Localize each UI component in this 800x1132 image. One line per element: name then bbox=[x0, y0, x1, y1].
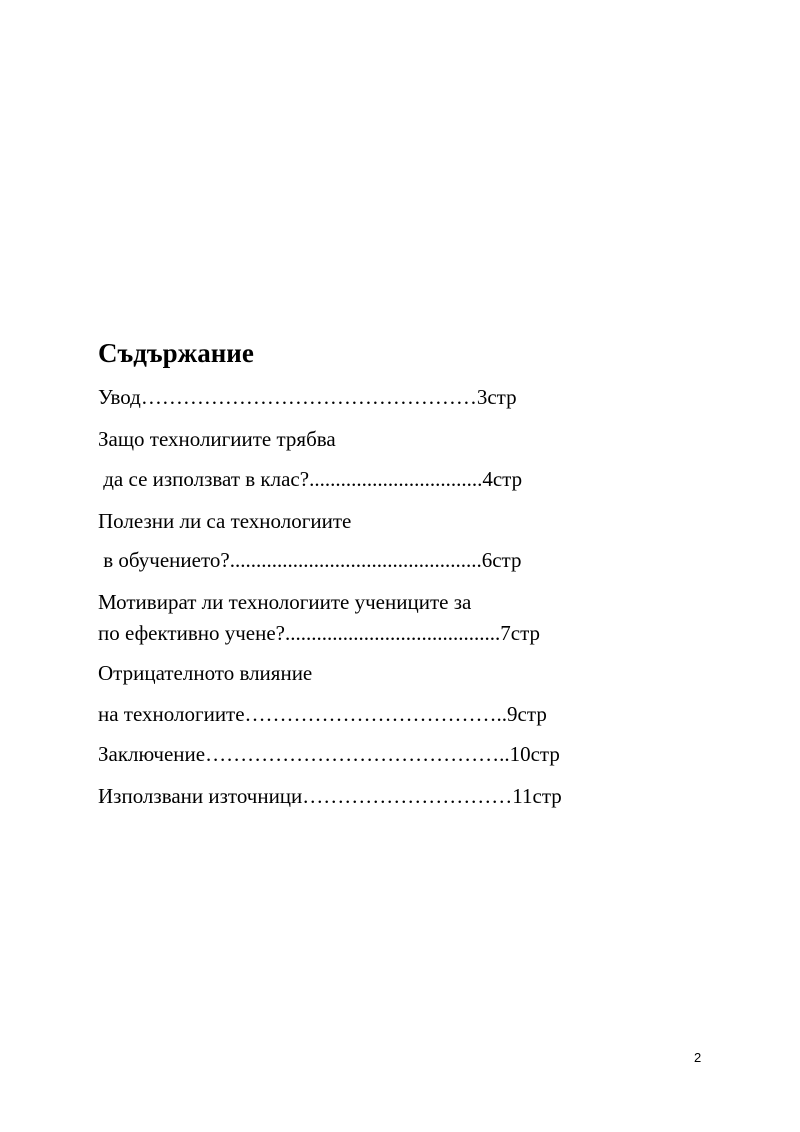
toc-entry-useful-technologies-line-1: Полезни ли са технологиите bbox=[98, 509, 352, 533]
toc-entry-conclusion: Заключение……………………………………..10стр bbox=[98, 742, 560, 766]
toc-entry-motivation-line-1: Мотивират ли технологиите учениците за bbox=[98, 590, 472, 614]
toc-entry-useful-technologies-line-2: в обучението?................................................6стр bbox=[98, 548, 522, 572]
toc-entry-sources: Използвани източници…………………………11стр bbox=[98, 784, 562, 808]
toc-entry-negative-influence-line-1: Отрицателното влияние bbox=[98, 661, 313, 685]
page-number: 2 bbox=[694, 1050, 702, 1065]
toc-heading: Съдържание bbox=[98, 338, 254, 368]
toc-entry-motivation-line-2: по ефективно учене?.........................................7стр bbox=[98, 621, 541, 645]
toc-entry-introduction: Увод…………………………………………3стр bbox=[98, 385, 517, 409]
toc-entry-negative-influence-line-2: на технологиите………………………………..9стр bbox=[98, 702, 547, 726]
toc-entry-why-technologies-line-1: Защо технолигиите трябва bbox=[98, 427, 336, 451]
toc-entry-why-technologies-line-2: да се използват в клас?.................................4стр bbox=[98, 467, 523, 491]
